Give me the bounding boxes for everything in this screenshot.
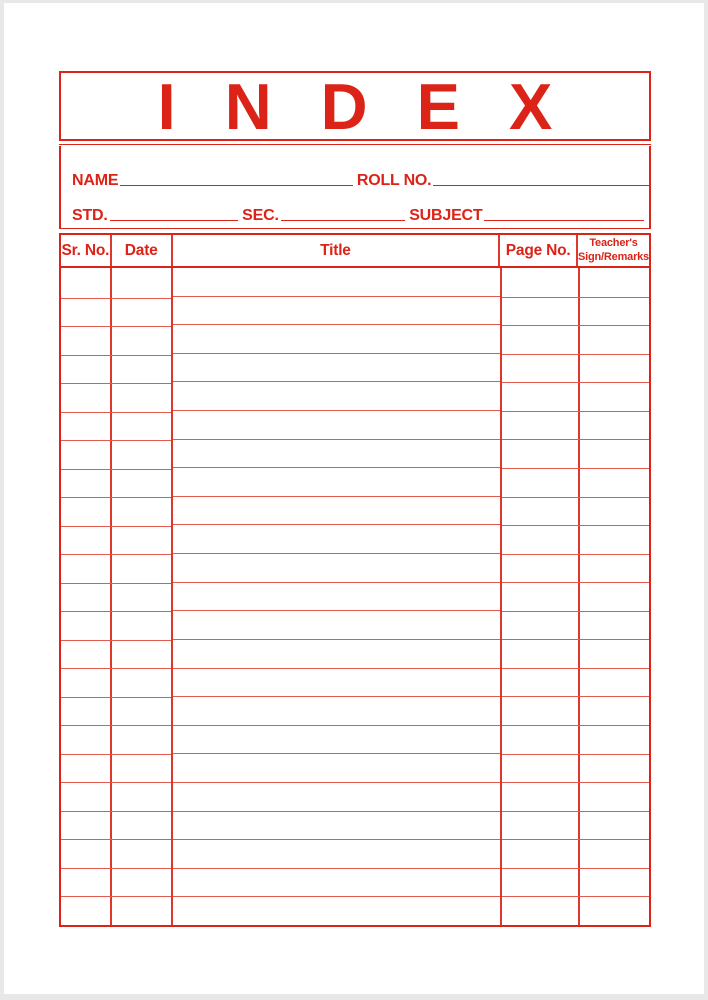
table-row: [61, 755, 171, 784]
table-row: [502, 612, 649, 641]
table-row: [502, 269, 649, 298]
table-row: [61, 413, 171, 442]
table-row: [502, 469, 649, 498]
table-row: [502, 298, 649, 327]
table-row: [502, 583, 649, 612]
table-row: [173, 754, 500, 783]
table-row: [173, 812, 500, 841]
table-row: [61, 612, 171, 641]
name-underline: [120, 185, 353, 186]
page-title: INDEX: [157, 70, 602, 143]
table-row: [502, 640, 649, 669]
table-row: [502, 726, 649, 755]
table-row: [173, 697, 500, 726]
table-row: [61, 384, 171, 413]
roll-no-label: ROLL NO.: [356, 171, 432, 189]
table-row: [61, 270, 171, 299]
std-label: STD.: [72, 206, 108, 224]
table-row: [502, 697, 649, 726]
table-row: [502, 869, 649, 898]
table-row: [61, 726, 171, 755]
index-table: [59, 233, 651, 927]
table-row: [173, 554, 500, 583]
subject-underline: [484, 220, 644, 221]
info-section: [59, 146, 651, 229]
table-row: [61, 327, 171, 356]
table-row: [61, 869, 171, 898]
header-cell-page-no: Page No.: [500, 235, 578, 266]
table-body: [61, 268, 649, 925]
row-group-srno-date: [61, 270, 171, 925]
page: [4, 3, 704, 994]
header-cell-title: Title: [173, 235, 501, 266]
table-row: [61, 498, 171, 527]
header-cell-date: Date: [112, 235, 173, 266]
table-row: [502, 812, 649, 841]
table-row: [61, 641, 171, 670]
table-row: [502, 440, 649, 469]
header-cell-teacher-sign: [578, 235, 649, 266]
header-cell-sr-no: Sr. No.: [61, 235, 112, 266]
table-row: [61, 669, 171, 698]
table-row: [173, 268, 500, 297]
std-underline: [110, 220, 239, 221]
table-row: [61, 356, 171, 385]
table-row: [173, 840, 500, 869]
table-row: [502, 840, 649, 869]
table-row: [61, 698, 171, 727]
table-row: [61, 584, 171, 613]
table-row: [173, 468, 500, 497]
table-row: [61, 441, 171, 470]
table-row: [173, 897, 500, 925]
info-row-std: [72, 203, 649, 224]
table-row: [173, 640, 500, 669]
table-row: [502, 498, 649, 527]
table-row: [502, 783, 649, 812]
table-row: [61, 299, 171, 328]
table-row: [502, 326, 649, 355]
table-row: [502, 555, 649, 584]
table-row: [173, 525, 500, 554]
row-group-pageno-sign: [502, 269, 649, 925]
table-row: [173, 297, 500, 326]
header-teacher-line1: Teacher's: [589, 236, 638, 249]
table-row: [61, 812, 171, 841]
table-header-row: [61, 235, 649, 268]
table-row: [61, 555, 171, 584]
table-row: [502, 355, 649, 384]
table-row: [173, 325, 500, 354]
table-row: [61, 840, 171, 869]
table-row: [502, 755, 649, 784]
table-row: [502, 526, 649, 555]
table-row: [502, 412, 649, 441]
index-title-box: [59, 71, 651, 141]
table-row: [173, 583, 500, 612]
table-row: [502, 383, 649, 412]
table-row: [173, 354, 500, 383]
table-row: [173, 726, 500, 755]
table-row: [61, 470, 171, 499]
table-row: [173, 869, 500, 898]
subject-label: SUBJECT: [409, 206, 483, 224]
name-label: NAME: [72, 171, 119, 189]
table-row: [173, 411, 500, 440]
table-row: [173, 669, 500, 698]
table-row: [502, 669, 649, 698]
table-row: [61, 897, 171, 925]
table-row: [173, 497, 500, 526]
table-row: [502, 897, 649, 925]
row-group-title: [173, 268, 500, 925]
table-row: [173, 382, 500, 411]
roll-no-underline: [433, 185, 649, 186]
table-row: [173, 783, 500, 812]
sec-underline: [281, 220, 406, 221]
table-row: [173, 440, 500, 469]
separator-line: [59, 144, 651, 145]
table-row: [61, 783, 171, 812]
sec-label: SEC.: [242, 206, 279, 224]
table-row: [173, 611, 500, 640]
table-row: [61, 527, 171, 556]
info-row-name: [72, 168, 649, 189]
header-teacher-line2: Sign/Remarks: [578, 250, 649, 263]
